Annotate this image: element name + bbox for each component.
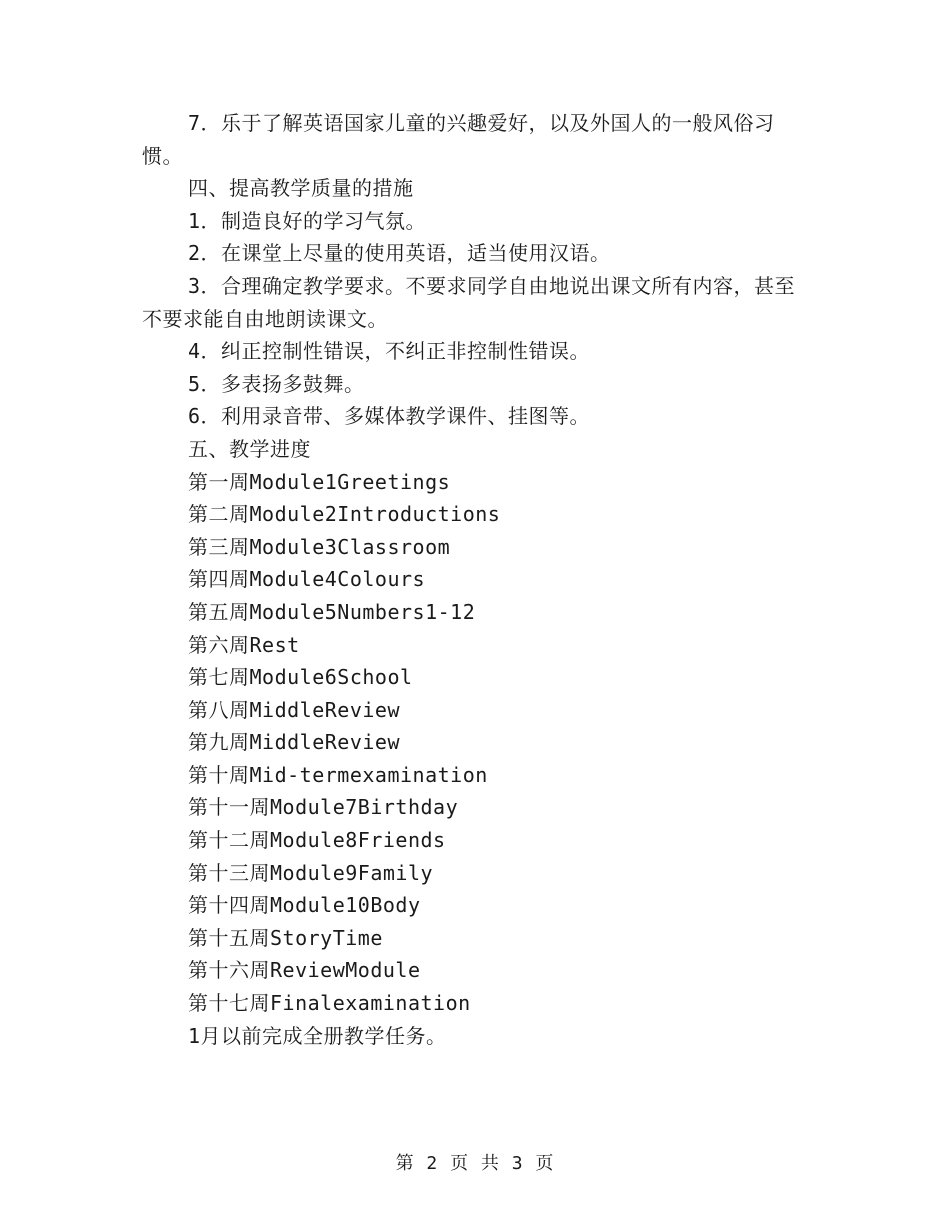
schedule-week-9: 第九周MiddleReview xyxy=(188,730,400,755)
schedule-week-15: 第十五周StoryTime xyxy=(188,925,383,950)
schedule-week-5: 第五周Module5Numbers1-12 xyxy=(188,599,476,624)
schedule-week-4: 第四周Module4Colours xyxy=(188,567,426,592)
paragraph-measure-4: 4．纠正控制性错误，不纠正非控制性错误。 xyxy=(188,339,591,364)
section-heading-measures: 四、提高教学质量的措施 xyxy=(188,176,414,201)
schedule-week-16: 第十六周ReviewModule xyxy=(188,958,421,983)
schedule-week-8: 第八周MiddleReview xyxy=(188,697,400,722)
paragraph-measure-2: 2．在课堂上尽量的使用英语，适当使用汉语。 xyxy=(188,241,611,266)
document-body xyxy=(142,107,808,1052)
schedule-week-10: 第十周Mid-termexamination xyxy=(188,762,488,787)
schedule-week-17: 第十七周Finalexamination xyxy=(188,991,471,1016)
page-number-label: 第 2 页 共 3 页 xyxy=(395,1153,555,1174)
schedule-week-1: 第一周Module1Greetings xyxy=(188,469,451,494)
schedule-week-14: 第十四周Module10Body xyxy=(188,893,421,918)
paragraph-completion-note: 1月以前完成全册教学任务。 xyxy=(188,1023,447,1048)
schedule-week-7: 第七周Module6School xyxy=(188,665,413,690)
section-heading-schedule: 五、教学进度 xyxy=(188,436,311,461)
paragraph-goal-7: 7．乐于了解英语国家儿童的兴趣爱好，以及外国人的一般风俗习惯。 xyxy=(142,111,775,168)
paragraph-measure-3: 3．合理确定教学要求。不要求同学自由地说出课文所有内容，甚至不要求能自由地朗读课文。 xyxy=(142,273,796,331)
paragraph-measure-1: 1．制造良好的学习气氛。 xyxy=(188,208,427,233)
paragraph-measure-5: 5．多表扬多鼓舞。 xyxy=(188,371,365,396)
schedule-week-2: 第二周Module2Introductions xyxy=(188,502,501,527)
page-footer xyxy=(0,1152,950,1176)
schedule-week-6: 第六周Rest xyxy=(188,632,300,657)
schedule-week-12: 第十二周Module8Friends xyxy=(188,828,446,853)
paragraph-measure-6: 6．利用录音带、多媒体教学课件、挂图等。 xyxy=(188,404,591,429)
schedule-week-11: 第十一周Module7Birthday xyxy=(188,795,459,820)
schedule-week-3: 第三周Module3Classroom xyxy=(188,534,451,559)
schedule-week-13: 第十三周Module9Family xyxy=(188,860,434,885)
